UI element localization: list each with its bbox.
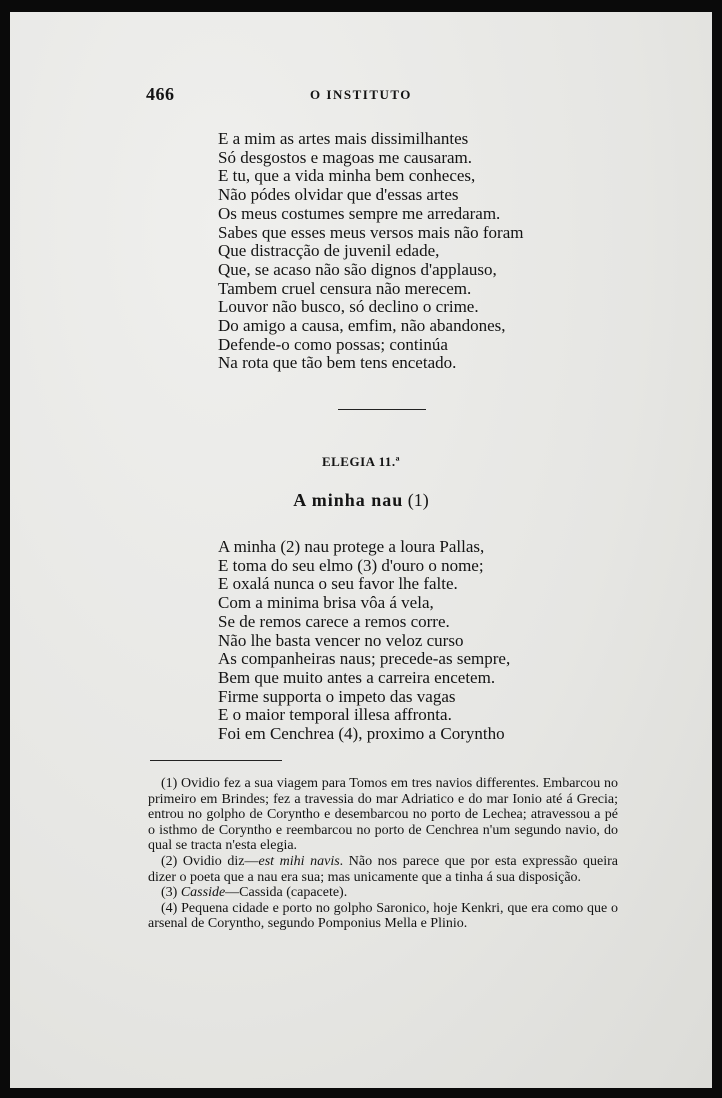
- footnote-2-latin: est mihi navis: [258, 853, 340, 869]
- footnote-2-prefix: (2) Ovidio diz—: [161, 853, 259, 869]
- footnote-rule: [150, 760, 282, 761]
- verse-line: Defende-o como possas; continúa: [218, 334, 448, 354]
- verse-line: E toma do seu elmo (3) d'ouro o nome;: [218, 555, 484, 575]
- verse-line: E tu, que a vida minha bem conheces,: [218, 166, 476, 186]
- verse-line: E oxalá nunca o seu favor lhe falte.: [218, 574, 458, 594]
- verse-line: Só desgostos e magoas me causaram.: [218, 147, 472, 167]
- footnote-2-text: . Não nos parece que por esta expressão queira dizer o poeta que a nau era sua; mas unicamente que a tinha á sua disposição.: [148, 853, 618, 885]
- footnote-3-prefix: (3): [161, 885, 181, 901]
- footnote-2: [148, 854, 618, 885]
- verse-line: E o maior temporal illesa affronta.: [218, 705, 452, 725]
- verse-line: Que distracção de juvenil edade,: [218, 241, 440, 261]
- book-page: [10, 12, 712, 1088]
- footnotes: [148, 776, 618, 932]
- verse-line: E a mim as artes mais dissimilhantes: [218, 129, 469, 148]
- verse-line: As companheiras naus; precede-as sempre,: [218, 649, 511, 669]
- running-head: O INSTITUTO: [310, 87, 412, 102]
- footnote-3: [148, 885, 618, 901]
- verse-line: Não pódes olvidar que d'essas artes: [218, 185, 459, 205]
- footnote-3-latin: Casside: [180, 885, 226, 901]
- poem-title-note: (1): [407, 490, 429, 510]
- verse-line: Que, se acaso não são dignos d'applauso,: [218, 259, 497, 279]
- footnote-3-text: —Cassida (capacete).: [225, 885, 348, 901]
- verse-block-top: [218, 130, 523, 373]
- verse-line: Tambem cruel censura não merecem.: [218, 278, 472, 298]
- verse-line: Louvor não busco, só declino o crime.: [218, 297, 479, 317]
- verse-line: Com a minima brisa vôa á vela,: [218, 593, 434, 613]
- verse-line: Na rota que tão bem tens encetado.: [218, 353, 457, 373]
- verse-line: Sabes que esses meus versos mais não foram: [218, 222, 524, 242]
- verse-line: A minha (2) nau protege a loura Pallas,: [218, 537, 485, 556]
- verse-line: Bem que muito antes a carreira encetem.: [218, 667, 496, 687]
- poem-title: [10, 490, 712, 511]
- verse-line: Do amigo a causa, emfim, não abandones,: [218, 316, 506, 336]
- verse-line: Se de remos carece a remos corre.: [218, 611, 450, 631]
- poem-title-text: A minha nau: [293, 490, 404, 510]
- section-separator: [338, 409, 426, 410]
- footnote-4: (4) Pequena cidade e porto no golpho Saronico, hoje Kenkri, que era como que o arsenal de Corynthо, segundo Pomponius Mella e Plinio.: [148, 900, 618, 932]
- elegy-label: ELEGIA 11.ª: [321, 454, 401, 469]
- page-number: 466: [146, 84, 175, 104]
- footnote-1: (1) Ovidio fez a sua viagem para Tomos em tres navios differentes. Embarcou no primeiro em Brindes; fez a travessia do mar Adriatico e do mar Ionio até á Grecia; entrou no golpho de Corynthо e desembarcou no porto de Lechea; atravessou a pé o isthmo de Corynthо e reembarcou no porto de Cenchrea n'um segundo navio, do qual se tracta n'esta elegia.: [148, 776, 618, 854]
- verse-line: Foi em Cenchrea (4), proximo a Corynthо: [218, 724, 505, 744]
- verse-line: Firme supporta o impeto das vagas: [218, 686, 456, 706]
- verse-block-bottom: [218, 538, 510, 744]
- verse-line: Os meus costumes sempre me arredaram.: [218, 203, 501, 223]
- page-header: [10, 84, 712, 108]
- verse-line: Não lhe basta vencer no veloz curso: [218, 630, 464, 650]
